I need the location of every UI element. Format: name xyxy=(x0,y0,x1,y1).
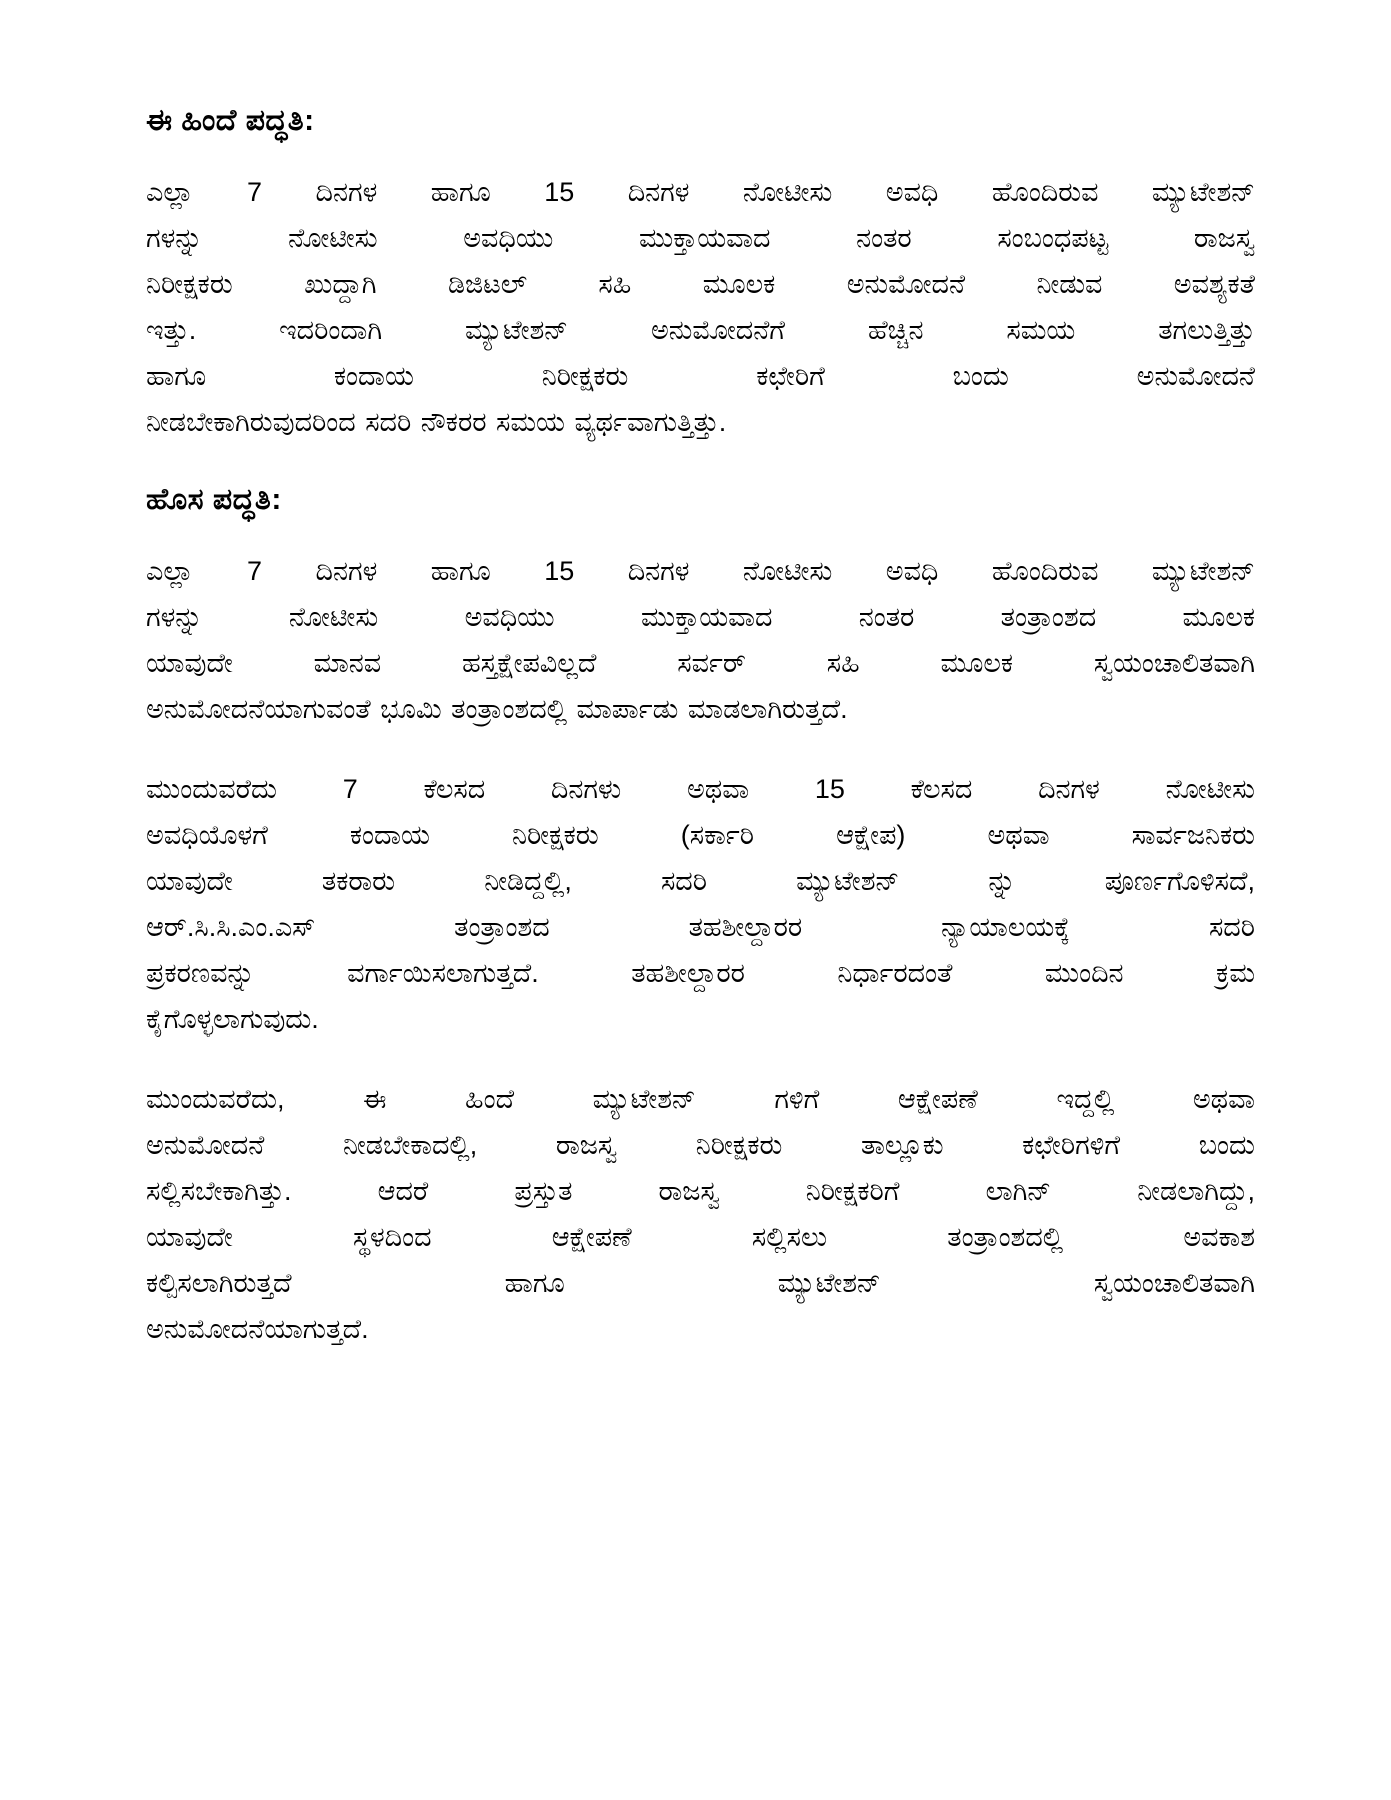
text-line: ಅನುಮೋದನೆಯಾಗುವಂತೆ ಭೂಮಿ ತಂತ್ರಾಂಶದಲ್ಲಿ ಮಾರ್ಪಾಡು ಮಾಡಲಾಗಿರುತ್ತದೆ. xyxy=(146,694,848,724)
text-line: ಯಾವುದೇ ಸ್ಥಳದಿಂದ ಆಕ್ಷೇಪಣೆ ಸಲ್ಲಿಸಲು ತಂತ್ರಾಂಶದಲ್ಲಿ ಅವಕಾಶ xyxy=(146,1222,1255,1252)
paragraph-new-method-2 xyxy=(146,766,1255,1042)
text-line: ಎಲ್ಲಾ 7 ದಿನಗಳ ಹಾಗೂ 15 ದಿನಗಳ ನೋಟೀಸು ಅವಧಿ ಹೊಂದಿರುವ ಮ್ಯುಟೇಶನ್ xyxy=(146,177,1255,207)
paragraph-new-method-3 xyxy=(146,1076,1255,1352)
text-line: ಮುಂದುವರೆದು 7 ಕೆಲಸದ ದಿನಗಳು ಅಥವಾ 15 ಕೆಲಸದ ದಿನಗಳ ನೋಟೀಸು xyxy=(146,774,1255,804)
text-line: ಗಳನ್ನು ನೋಟೀಸು ಅವಧಿಯು ಮುಕ್ತಾಯವಾದ ನಂತರ ಸಂಬಂಧಪಟ್ಟ ರಾಜಸ್ವ xyxy=(146,223,1255,253)
paragraph-new-method-1 xyxy=(146,548,1255,732)
text-line: ಇತ್ತು. ಇದರಿಂದಾಗಿ ಮ್ಯುಟೇಶನ್ ಅನುಮೋದನೆಗೆ ಹೆಚ್ಚಿನ ಸಮಯ ತಗಲುತ್ತಿತ್ತು xyxy=(146,315,1255,345)
text-line: ಸಲ್ಲಿಸಬೇಕಾಗಿತ್ತು. ಆದರೆ ಪ್ರಸ್ತುತ ರಾಜಸ್ವ ನಿರೀಕ್ಷಕರಿಗೆ ಲಾಗಿನ್ ನೀಡಲಾಗಿದ್ದು, xyxy=(146,1176,1255,1206)
text-line: ಗಳನ್ನು ನೋಟೀಸು ಅವಧಿಯು ಮುಕ್ತಾಯವಾದ ನಂತರ ತಂತ್ರಾಂಶದ ಮೂಲಕ xyxy=(146,602,1255,632)
text-line: ಆರ್.ಸಿ.ಸಿ.ಎಂ.ಎಸ್ ತಂತ್ರಾಂಶದ ತಹಶೀಲ್ದಾರರ ನ್ಯಾಯಾಲಯಕ್ಕೆ ಸದರಿ xyxy=(146,912,1255,942)
text-line: ಮುಂದುವರೆದು, ಈ ಹಿಂದೆ ಮ್ಯುಟೇಶನ್ ಗಳಿಗೆ ಆಕ್ಷೇಪಣೆ ಇದ್ದಲ್ಲಿ ಅಥವಾ xyxy=(146,1084,1255,1114)
text-line: ಕೈಗೊಳ್ಳಲಾಗುವುದು. xyxy=(146,1004,319,1034)
text-line: ಪ್ರಕರಣವನ್ನು ವರ್ಗಾಯಿಸಲಾಗುತ್ತದೆ. ತಹಶೀಲ್ದಾರರ ನಿರ್ಧಾರದಂತೆ ಮುಂದಿನ ಕ್ರಮ xyxy=(146,958,1255,988)
text-line: ಅನುಮೋದನೆಯಾಗುತ್ತದೆ. xyxy=(146,1314,369,1344)
text-line: ಅನುಮೋದನೆ ನೀಡಬೇಕಾದಲ್ಲಿ, ರಾಜಸ್ವ ನಿರೀಕ್ಷಕರು ತಾಲ್ಲೂಕು ಕಛೇರಿಗಳಿಗೆ ಬಂದು xyxy=(146,1130,1255,1160)
text-line: ಎಲ್ಲಾ 7 ದಿನಗಳ ಹಾಗೂ 15 ದಿನಗಳ ನೋಟೀಸು ಅವಧಿ ಹೊಂದಿರುವ ಮ್ಯುಟೇಶನ್ xyxy=(146,556,1255,586)
text-line: ನಿರೀಕ್ಷಕರು ಖುದ್ದಾಗಿ ಡಿಜಿಟಲ್ ಸಹಿ ಮೂಲಕ ಅನುಮೋದನೆ ನೀಡುವ ಅವಶ್ಯಕತೆ xyxy=(146,269,1255,299)
text-line: ಯಾವುದೇ ಮಾನವ ಹಸ್ತಕ್ಷೇಪವಿಲ್ಲದೆ ಸರ್ವರ್ ಸಹಿ ಮೂಲಕ ಸ್ವಯಂಚಾಲಿತವಾಗಿ xyxy=(146,648,1255,678)
heading-new-method: ಹೊಸ ಪದ್ಧತಿ: xyxy=(146,483,282,516)
text-line: ಹಾಗೂ ಕಂದಾಯ ನಿರೀಕ್ಷಕರು ಕಛೇರಿಗೆ ಬಂದು ಅನುಮೋದನೆ xyxy=(146,361,1255,391)
text-line: ಅವಧಿಯೊಳಗೆ ಕಂದಾಯ ನಿರೀಕ್ಷಕರು (ಸರ್ಕಾರಿ ಆಕ್ಷೇಪ) ಅಥವಾ ಸಾರ್ವಜನಿಕರು xyxy=(146,820,1255,850)
text-line: ಯಾವುದೇ ತಕರಾರು ನೀಡಿದ್ದಲ್ಲಿ, ಸದರಿ ಮ್ಯುಟೇಶನ್ ನ್ನು ಪೂರ್ಣಗೊಳಿಸದೆ, xyxy=(146,866,1255,896)
text-line: ಕಲ್ಪಿಸಲಾಗಿರುತ್ತದೆ ಹಾಗೂ ಮ್ಯುಟೇಶನ್ ಸ್ವಯಂಚಾಲಿತವಾಗಿ xyxy=(146,1268,1255,1298)
text-line: ನೀಡಬೇಕಾಗಿರುವುದರಿಂದ ಸದರಿ ನೌಕರರ ಸಮಯ ವ್ಯರ್ಥವಾಗುತ್ತಿತ್ತು. xyxy=(146,407,727,437)
heading-old-method: ಈ ಹಿಂದೆ ಪದ್ಧತಿ: xyxy=(146,104,315,137)
paragraph-old-method xyxy=(146,169,1255,445)
